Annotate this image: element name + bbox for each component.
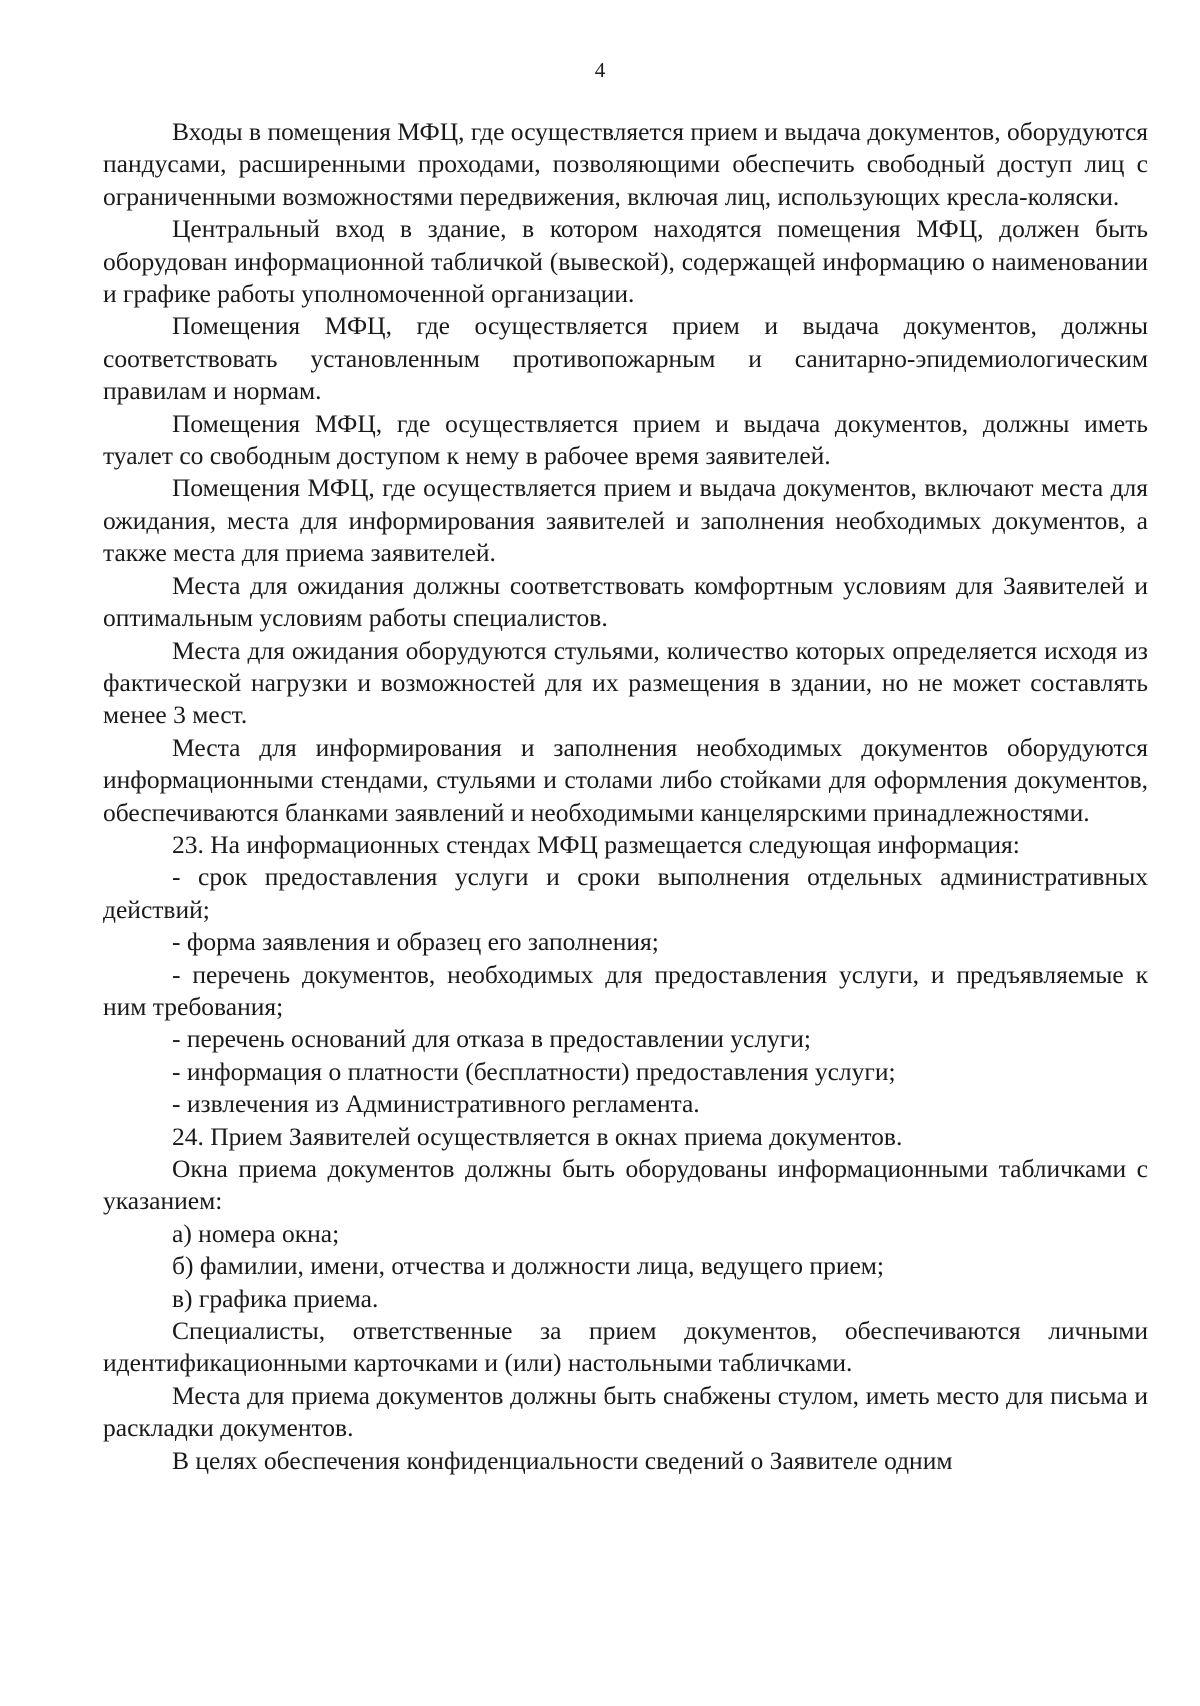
paragraph-reception-places: Места для приема документов должны быть снабжены стулом, иметь место для письма и раскладки документов.	[103, 1380, 1148, 1443]
list-item-schedule: в) графика приема.	[172, 1283, 379, 1313]
list-item-refusal: - перечень оснований для отказа в предоставлении услуги;	[172, 1024, 811, 1054]
paragraph-central-entrance: Центральный вход в здание, в котором находятся помещения МФЦ, должен быть оборудован информационной табличкой (вывеской), содержащей информацию о наименовании и графике работы уполномоченной организации.	[103, 214, 1148, 309]
paragraph-section-24: 24. Прием Заявителей осуществляется в окнах приема документов.	[172, 1121, 903, 1151]
list-item-staff-name: б) фамилии, имени, отчества и должности лица, ведущего прием;	[172, 1251, 885, 1281]
list-item-documents: - перечень документов, необходимых для предоставления услуги, и предъявляемые к ним требования;	[103, 959, 1148, 1021]
paragraph-toilet: Помещения МФЦ, где осуществляется прием и выдача документов, должны иметь туалет со свободным доступом к нему в рабочее время заявителей.	[103, 408, 1148, 471]
paragraph-info-places: Места для информирования и заполнения необходимых документов оборудуются информационными стендами, стульями и столами либо стойками для оформления документов, обеспечиваются бланками заявлений и необходимыми канцелярскими принадлежностями.	[103, 732, 1148, 827]
paragraph-waiting-comfort: Места для ожидания должны соответствовать комфортным условиям для Заявителей и оптимальным условиям работы специалистов.	[103, 570, 1148, 633]
paragraph-waiting-chairs: Места для ожидания оборудуются стульями, количество которых определяется исходя из фактической нагрузки и возможностей для их размещения в здании, но не может составлять менее 3 мест.	[103, 635, 1148, 730]
paragraph-windows: Окна приема документов должны быть оборудованы информационными табличками с указанием:	[103, 1154, 1148, 1216]
paragraph-entrances: Входы в помещения МФЦ, где осуществляется прием и выдача документов, оборудуются пандусами, расширенными проходами, позволяющими обеспечить свободный доступ лиц с ограниченными возможностями передвижения, включая лиц, использующих кресла-коляски.	[103, 117, 1148, 211]
page-number: 4	[594, 58, 606, 82]
paragraph-places: Помещения МФЦ, где осуществляется прием и выдача документов, включают места для ожидания, места для информирования заявителей и заполнения необходимых документов, а также места для приема заявителей.	[103, 473, 1148, 568]
paragraph-specialists: Специалисты, ответственные за прием документов, обеспечиваются личными идентификационными карточками и (или) настольными табличками.	[103, 1316, 1148, 1378]
paragraph-section-23: 23. На информационных стендах МФЦ размещается следующая информация:	[172, 829, 1020, 859]
paragraph-confidentiality: В целях обеспечения конфиденциальности сведений о Заявителе одним	[172, 1445, 953, 1475]
list-item-form: - форма заявления и образец его заполнения;	[172, 927, 659, 957]
list-item-deadline: - срок предоставления услуги и сроки выполнения отдельных административных действий;	[103, 862, 1148, 924]
document-body	[103, 116, 1148, 1477]
list-item-window-number: а) номера окна;	[172, 1218, 340, 1248]
list-item-fees: - информация о платности (бесплатности) предоставления услуги;	[172, 1056, 896, 1086]
paragraph-fire-safety: Помещения МФЦ, где осуществляется прием и выдача документов, должны соответствовать установленным противопожарным и санитарно-эпидемиологическим правилам и нормам.	[103, 311, 1148, 406]
list-item-extracts: - извлечения из Административного регламента.	[172, 1089, 700, 1119]
